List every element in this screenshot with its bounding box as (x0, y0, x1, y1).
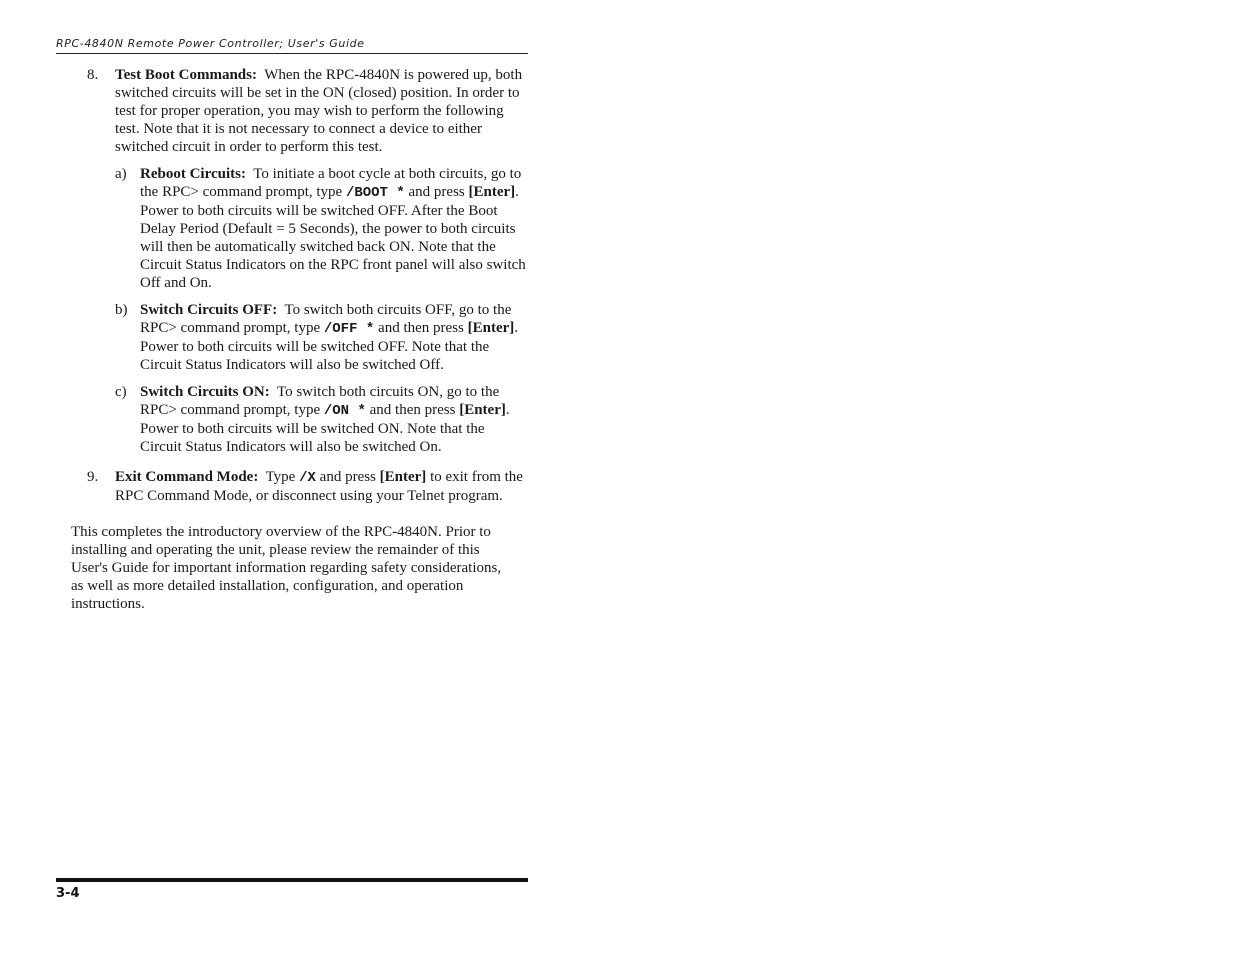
step-number: 8. (87, 67, 99, 83)
substep-letter: a) (115, 166, 127, 182)
substep-c (115, 383, 528, 456)
enter-key: [Enter] (379, 469, 427, 485)
substep-a-text-3: . Power to both circuits will be switched OFF. After the Boot Delay Period (Default = 5 Seconds), the power to both circuits will then be automatically switched back ON. Note that the Circuit Status Indicators on the RPC front panel will also switch Off and On. (140, 184, 526, 291)
substep-a-title: Reboot Circuits: (140, 166, 246, 182)
substep-letter: c) (115, 384, 127, 400)
enter-key: [Enter] (459, 402, 506, 418)
command-on: /ON * (323, 403, 366, 419)
substep-letter: b) (115, 302, 128, 318)
step-9-text-3: to exit from the RPC Command Mode, or disconnect using your Telnet program. (115, 469, 523, 504)
step-9-text-1: Type (265, 469, 296, 485)
step-8-paragraph (115, 66, 528, 156)
substep-c-title: Switch Circuits ON: (140, 384, 270, 400)
substep-a (115, 165, 528, 292)
substep-c-text-3: . Power to both circuits will be switched ON. Note that the Circuit Status Indicators will also be switched On. (140, 402, 510, 455)
substep-a-text-2: and press (408, 184, 465, 200)
step-8-text: When the RPC-4840N is powered up, both switched circuits will be set in the ON (closed) position. In order to test for proper operation, you may wish to perform the following test. Note that it is not necessary to connect a device to either switched circuit in order to perform this test. (115, 67, 523, 155)
substep-c-text-1: To switch both circuits ON, go to the RPC> command prompt, type (140, 384, 500, 418)
step-number: 9. (87, 469, 99, 485)
step-9 (56, 468, 528, 505)
footer-rule (56, 878, 528, 882)
step-8-title: Test Boot Commands: (115, 67, 257, 83)
command-exit: /X (299, 470, 316, 486)
closing-paragraph: This completes the introductory overview of the RPC-4840N. Prior to installing and operating the unit, please review the remainder of this User's Guide for important information regarding safety considerations, as well as more detailed installation, configuration, and operation instructions. (71, 524, 502, 612)
substep-b-text-2: and then press (378, 320, 464, 336)
page-number: 3-4 (56, 886, 80, 901)
substep-b (115, 301, 528, 374)
substep-b-text-3: . Power to both circuits will be switched OFF. Note that the Circuit Status Indicators will also be switched Off. (140, 320, 519, 373)
command-off: /OFF * (323, 321, 375, 337)
substep-b-text-1: To switch both circuits OFF, go to the RPC> command prompt, type (140, 302, 512, 336)
substep-b-title: Switch Circuits OFF: (140, 302, 278, 318)
step-9-title: Exit Command Mode: (115, 469, 259, 485)
enter-key: [Enter] (467, 320, 515, 336)
substep-c-text-2: and then press (369, 402, 456, 418)
substep-a-text-1: To initiate a boot cycle at both circuits, go to the RPC> command prompt, type (140, 166, 522, 200)
enter-key: [Enter] (468, 184, 516, 200)
page-body (56, 66, 528, 613)
step-8 (56, 66, 528, 456)
step-9-text-2: and press (319, 469, 376, 485)
running-header: RPC-4840N Remote Power Controller; User's Guide (56, 37, 365, 50)
header-rule (56, 53, 528, 54)
command-boot: /BOOT * (345, 185, 405, 201)
